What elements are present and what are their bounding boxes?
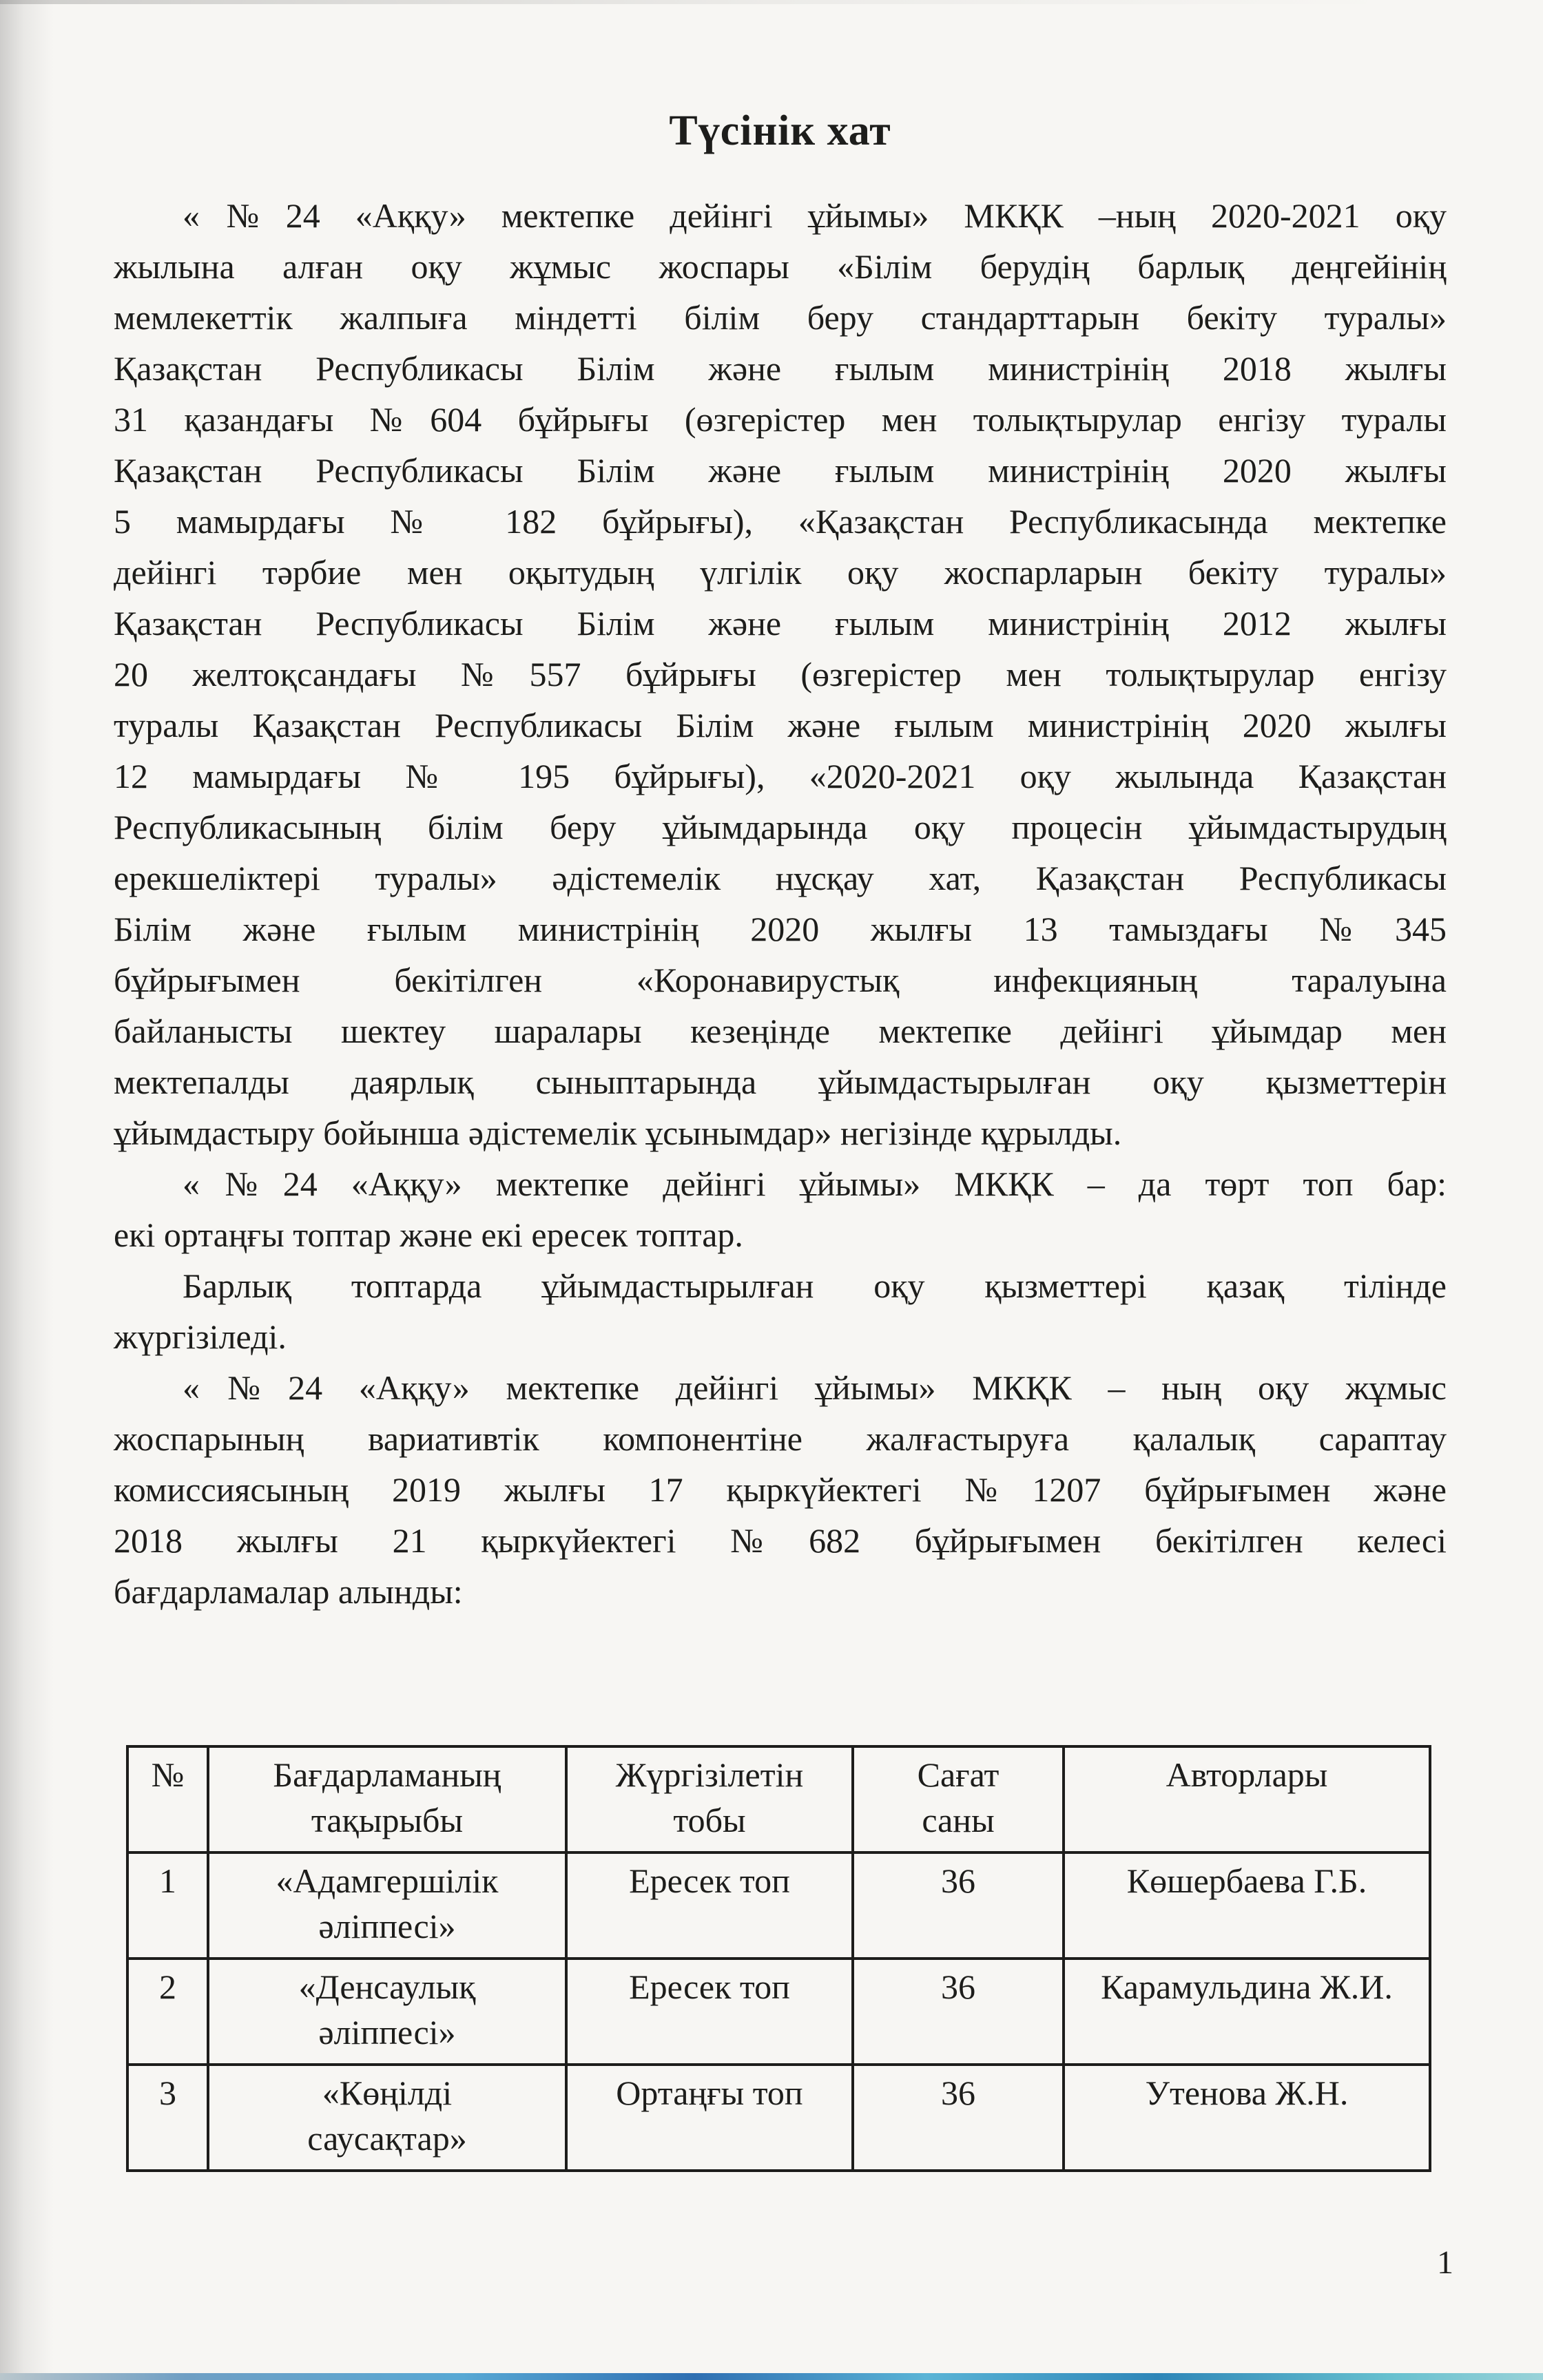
table-cell: 36: [853, 1852, 1064, 1959]
paragraph-line: жүргізіледі.: [114, 1317, 287, 1356]
table-header-cell: Жүргізілетін тобы: [566, 1746, 853, 1852]
paragraph-line: мектепалды даярлық сыныптарында ұйымдастырылған оқу қызметтерін: [114, 1063, 1447, 1101]
paragraph: [114, 1158, 1447, 1260]
paragraph-line: Барлық топтарда ұйымдастырылған оқу қызметтері қазақ тілінде: [183, 1266, 1447, 1305]
table-cell: Ортаңғы топ: [566, 2065, 853, 2171]
paragraph-line: байланысты шектеу шаралары кезеңінде мектепке дейінгі ұйымдар мен: [114, 1012, 1447, 1050]
paragraph-line: екі ортаңғы топтар және екі ересек топтар.: [114, 1215, 743, 1254]
paragraph-line: «№24 «Аққу» мектепке дейінгі ұйымы» МКҚК – да төрт топ бар:: [183, 1165, 1447, 1203]
table-row: [127, 2065, 1430, 2171]
paragraph-line: Республикасының білім беру ұйымдарында оқу процесін ұйымдастырудың: [114, 808, 1447, 846]
paragraph-line: туралы Қазақстан Республикасы Білім және ғылым министрінің 2020 жылғы: [114, 706, 1447, 744]
paragraph-line: бағдарламалар алынды:: [114, 1572, 463, 1611]
paragraph-line: Қазақстан Республикасы Білім және ғылым министрінің 2018 жылғы: [114, 349, 1447, 388]
table-cell: «Денсаулық әліппесі»: [208, 1959, 566, 2065]
paragraph-line: бұйрығымен бекітілген «Коронавирустық инфекцияның таралуына: [114, 961, 1447, 999]
table-header-cell: Авторлары: [1064, 1746, 1430, 1852]
paragraph-line: дейінгі тәрбие мен оқытудың үлгілік оқу жоспарларын бекіту туралы»: [114, 553, 1447, 592]
paragraph-line: 31 қазандағы №604 бұйрығы (өзгерістер мен толықтырулар енгізу туралы: [114, 400, 1447, 439]
paragraph-line: ұйымдастыру бойынша әдістемелік ұсынымдар» негізінде құрылды.: [114, 1114, 1122, 1152]
scan-bottom-stripe: [0, 2373, 1543, 2380]
table-cell: 36: [853, 1959, 1064, 2065]
programs-table: [126, 1745, 1431, 2172]
table-header-cell: №: [127, 1746, 208, 1852]
paragraph-line: 5 мамырдағы № 182 бұйрығы), «Қазақстан Республикасында мектепке: [114, 502, 1447, 541]
table-cell: Ересек топ: [566, 1959, 853, 2065]
paragraph: [114, 1362, 1447, 1617]
paragraph-line: 20 желтоқсандағы №557 бұйрығы (өзгерістер мен толықтырулар енгізу: [114, 655, 1447, 693]
table-cell: 1: [127, 1852, 208, 1959]
paragraph-line: 2018 жылғы 21 қыркүйектегі №682 бұйрығымен бекітілген келесі: [114, 1521, 1447, 1560]
paragraph: [114, 1260, 1447, 1362]
table-cell: Көшербаева Г.Б.: [1064, 1852, 1430, 1959]
table-cell: 2: [127, 1959, 208, 2065]
paragraph-line: комиссиясының 2019 жылғы 17 қыркүйектегі №1207 бұйрығымен және: [114, 1470, 1447, 1509]
table-cell: Ересек топ: [566, 1852, 853, 1959]
page-title: Түсінік хат: [669, 107, 891, 154]
paragraph-line: «№24 «Аққу» мектепке дейінгі ұйымы» МКҚК – ның оқу жұмыс: [183, 1368, 1447, 1407]
paragraphs: [114, 190, 1447, 1617]
table-cell: Карамульдина Ж.И.: [1064, 1959, 1430, 2065]
paragraph: [114, 190, 1447, 1158]
paragraph-line: жылына алған оқу жұмыс жоспары «Білім берудің барлық деңгейінің: [114, 247, 1447, 286]
paragraph-line: ерекшеліктері туралы» әдістемелік нұсқау хат, Қазақстан Республикасы: [114, 859, 1447, 897]
paragraph-line: 12 мамырдағы № 195 бұйрығы), «2020-2021 оқу жылында Қазақстан: [114, 757, 1447, 795]
table-cell: Утенова Ж.Н.: [1064, 2065, 1430, 2171]
table-cell: «Көңілді саусақтар»: [208, 2065, 566, 2171]
paragraph-line: Қазақстан Республикасы Білім және ғылым министрінің 2020 жылғы: [114, 451, 1447, 490]
paragraph-line: «№24 «Аққу» мектепке дейінгі ұйымы» МКҚК –ның 2020-2021 оқу: [183, 196, 1447, 235]
paragraph-line: Білім және ғылым министрінің 2020 жылғы 13 тамыздағы №345: [114, 910, 1447, 948]
paragraph-line: мемлекеттік жалпыға міндетті білім беру стандарттарын бекіту туралы»: [114, 298, 1447, 337]
table-row: [127, 1852, 1430, 1959]
paragraph-line: Қазақстан Республикасы Білім және ғылым министрінің 2012 жылғы: [114, 604, 1447, 643]
programs-table-body: [127, 1852, 1430, 2171]
table-row: [127, 1959, 1430, 2065]
table-cell: 3: [127, 2065, 208, 2171]
table-header-cell: Сағат саны: [853, 1746, 1064, 1852]
table-header-cell: Бағдарламаның тақырыбы: [208, 1746, 566, 1852]
paragraph-line: жоспарының вариативтік компонентіне жалғастыруға қалалық сараптау: [114, 1419, 1447, 1458]
table-cell: «Адамгершілік әліппесі»: [208, 1852, 566, 1959]
table-cell: 36: [853, 2065, 1064, 2171]
page-number: 1: [1437, 2244, 1453, 2281]
programs-table-head-row: [127, 1746, 1430, 1852]
